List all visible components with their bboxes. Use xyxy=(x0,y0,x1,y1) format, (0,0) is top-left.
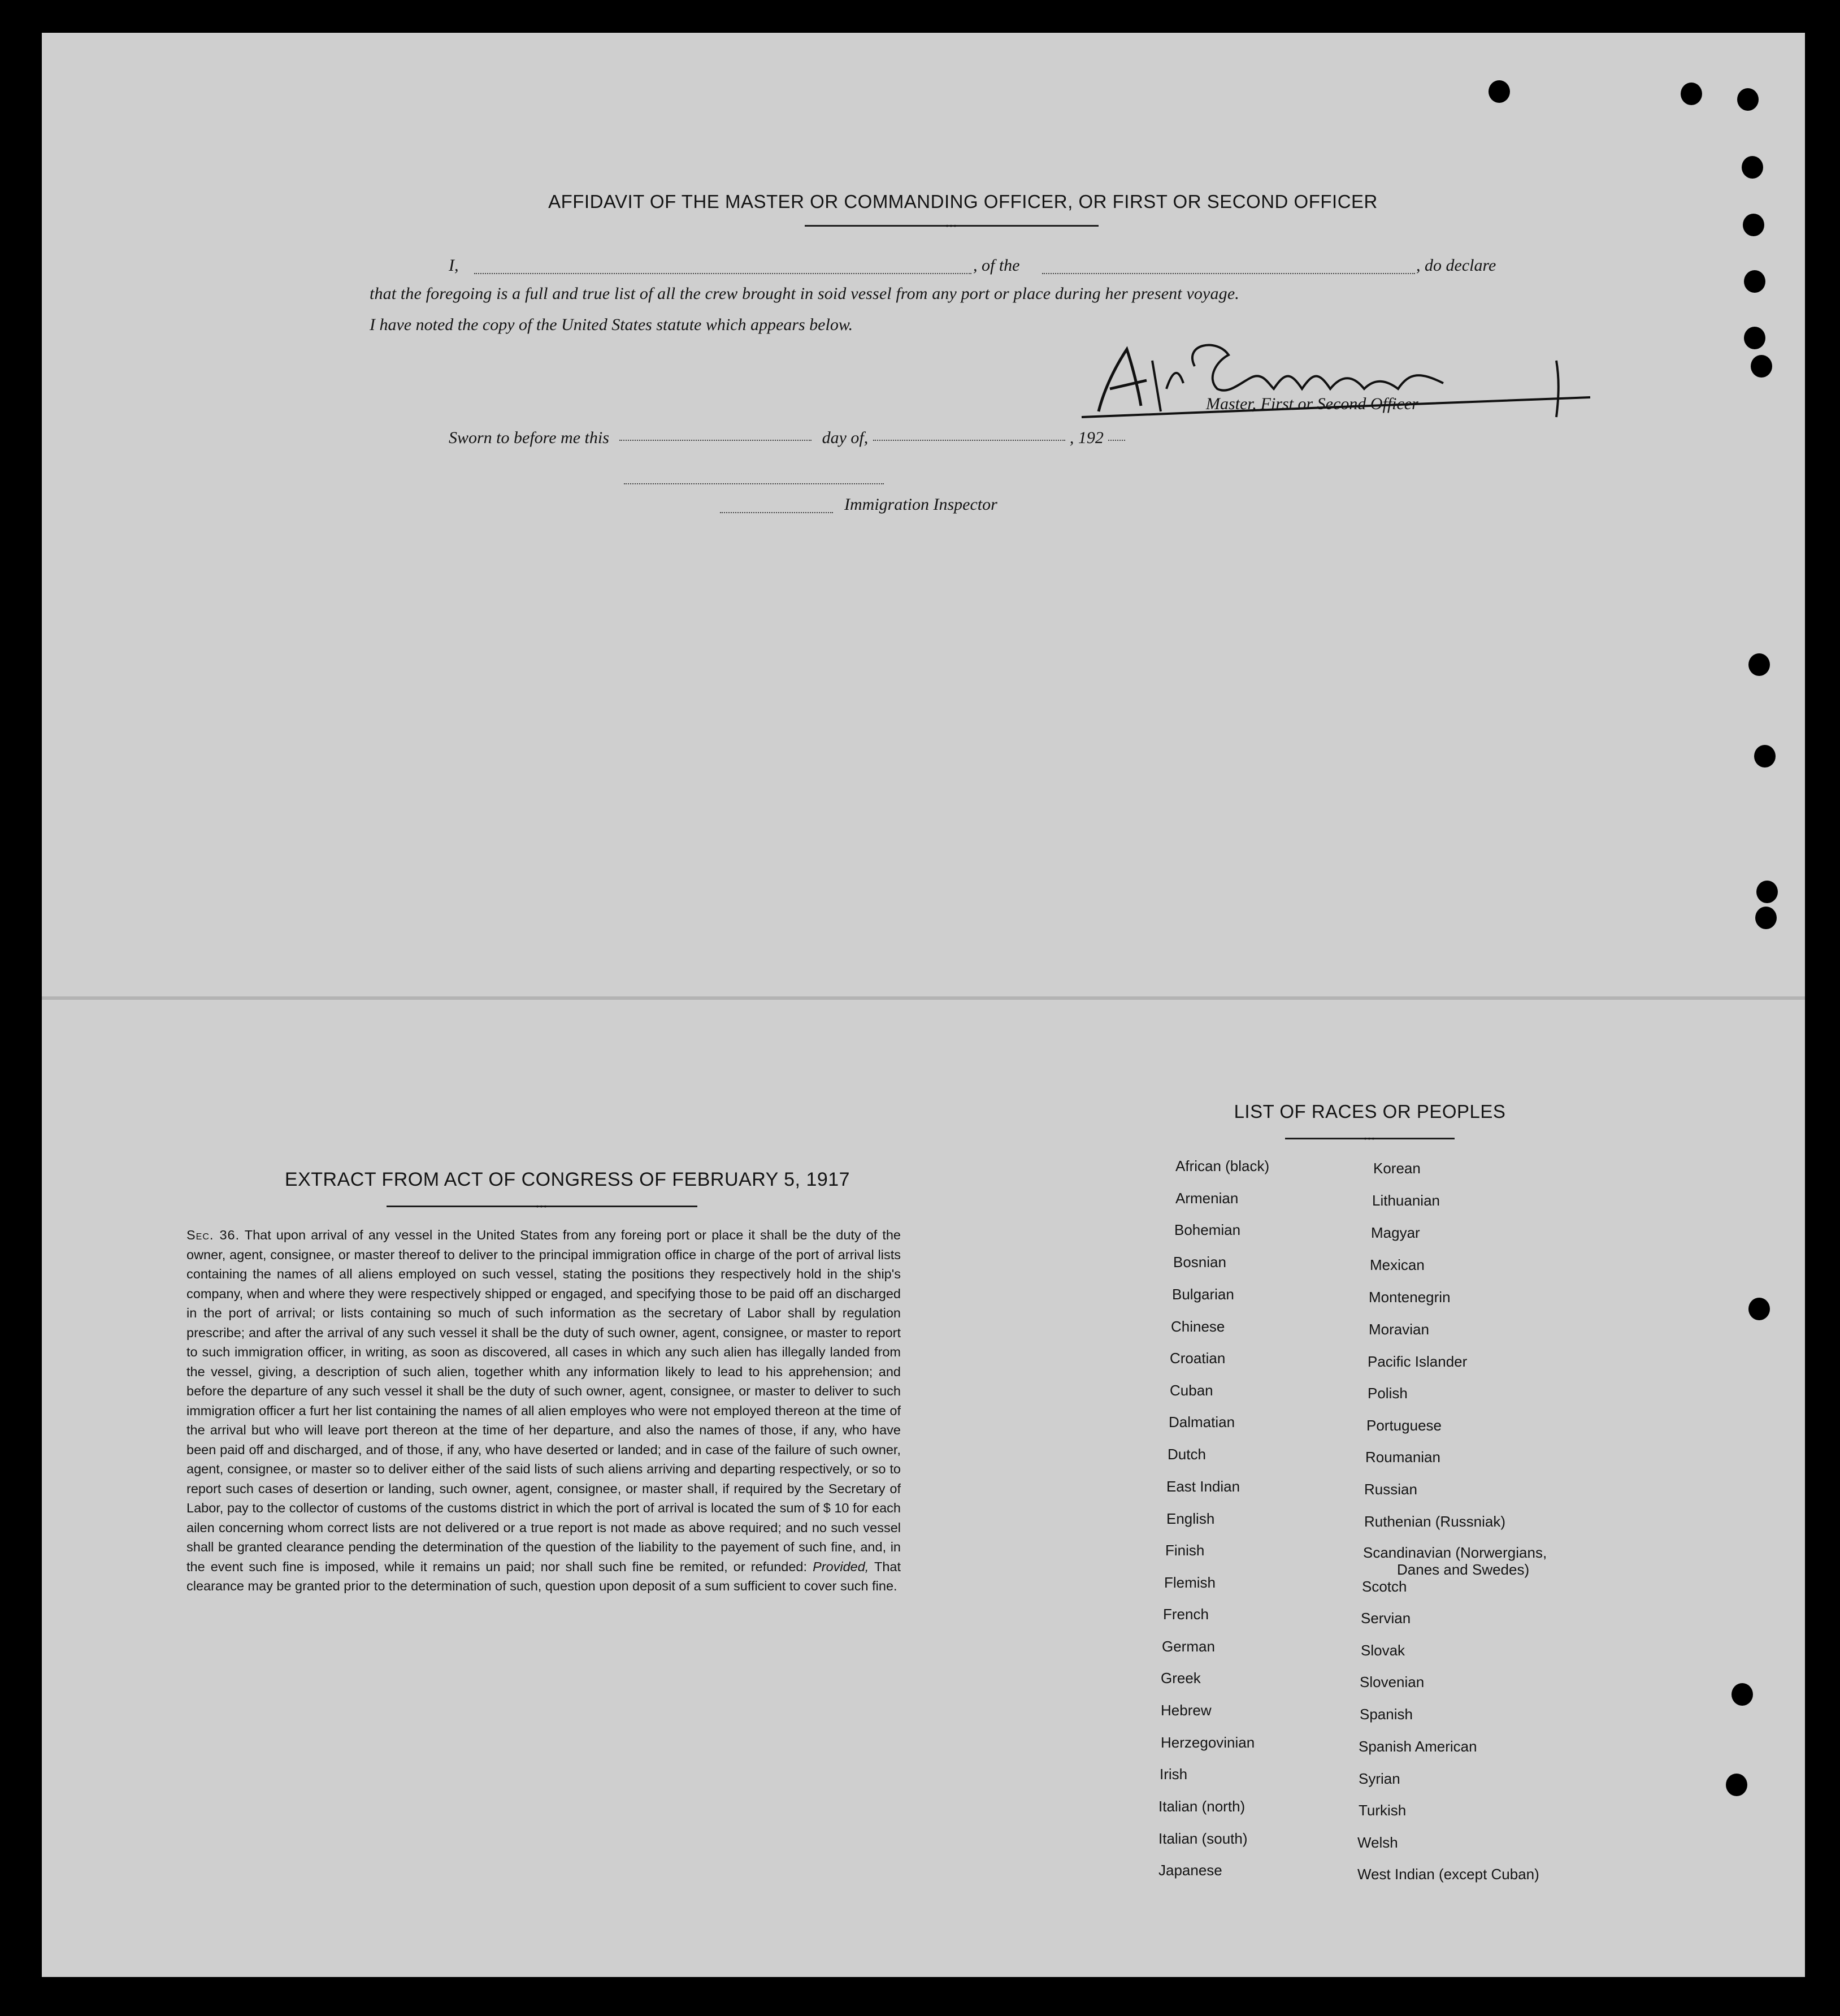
race-item: Ruthenian (Russniak) xyxy=(1364,1513,1506,1530)
races-title: LIST OF RACES OR PEOPLES xyxy=(1234,1101,1506,1122)
fold-crease xyxy=(42,996,1805,1000)
race-item: Scandinavian (Norwergians, xyxy=(1363,1544,1547,1561)
race-item: Armenian xyxy=(1175,1190,1239,1207)
sworn-year: , 192 xyxy=(1069,428,1104,447)
inspector-label: Immigration Inspector xyxy=(844,495,997,514)
race-item: Slovenian xyxy=(1360,1674,1425,1690)
race-item: Polish xyxy=(1368,1385,1408,1402)
race-item: Welsh xyxy=(1357,1834,1398,1851)
punch-hole xyxy=(1755,907,1777,929)
race-item: Lithuanian xyxy=(1372,1192,1440,1209)
affidavit-title-rule xyxy=(805,221,1099,230)
section-number: Sec. 36. xyxy=(186,1228,240,1242)
sworn-day-of: day of, xyxy=(822,428,869,447)
race-item: Bosnian xyxy=(1173,1254,1226,1271)
race-item: Bohemian xyxy=(1174,1221,1241,1238)
name-blank[interactable] xyxy=(474,273,971,274)
inspector-signature-blank[interactable] xyxy=(624,483,884,484)
ornament-dots: ••• xyxy=(1364,1134,1376,1143)
punch-hole xyxy=(1756,881,1778,903)
race-item: East Indian xyxy=(1166,1478,1240,1495)
race-item: Korean xyxy=(1373,1160,1421,1177)
races-title-rule xyxy=(1285,1134,1455,1143)
race-item: Hebrew xyxy=(1161,1702,1212,1719)
affidavit-line-3: I have noted the copy of the United States statute which appears below. xyxy=(370,315,853,334)
punch-hole xyxy=(1731,1683,1753,1706)
punch-hole xyxy=(1744,270,1765,293)
race-item: Italian (north) xyxy=(1158,1798,1246,1815)
race-item: Servian xyxy=(1361,1610,1411,1627)
sworn-line xyxy=(449,428,1125,448)
ornament-dots: ••• xyxy=(945,221,958,230)
punch-hole xyxy=(1754,745,1776,768)
race-item: Turkish xyxy=(1359,1802,1407,1819)
extract-paragraph-end: That clearance may be granted prior to the determination of such, question upon deposit of a sum sufficient to cover such fine. xyxy=(186,1559,901,1593)
race-item: Cuban xyxy=(1170,1382,1213,1399)
day-blank[interactable] xyxy=(619,440,811,441)
affidavit-line-1-i: I, xyxy=(449,256,459,275)
race-item: Danes and Swedes) xyxy=(1397,1561,1530,1578)
race-item: Italian (south) xyxy=(1158,1830,1248,1847)
race-item: Spanish American xyxy=(1359,1738,1477,1755)
punch-hole xyxy=(1748,653,1770,676)
race-item: Portuguese xyxy=(1366,1417,1442,1434)
race-item: Magyar xyxy=(1371,1224,1420,1241)
punch-hole xyxy=(1489,80,1510,103)
race-item: Moravian xyxy=(1369,1321,1429,1338)
race-item: Flemish xyxy=(1164,1574,1216,1591)
punch-hole xyxy=(1744,327,1765,349)
punch-hole xyxy=(1737,88,1759,111)
punch-hole xyxy=(1681,83,1702,105)
race-item: Japanese xyxy=(1158,1862,1222,1879)
race-item: Chinese xyxy=(1171,1318,1225,1335)
race-item: African (black) xyxy=(1175,1157,1270,1174)
race-item: Irish xyxy=(1160,1766,1188,1783)
sworn-prefix: Sworn to before me this xyxy=(449,428,609,447)
race-item: Scotch xyxy=(1362,1578,1407,1595)
manifest-page xyxy=(42,33,1805,1977)
race-item: Spanish xyxy=(1360,1706,1413,1723)
month-blank[interactable] xyxy=(873,440,1065,441)
race-item: Mexican xyxy=(1370,1256,1425,1273)
race-item: English xyxy=(1166,1510,1215,1527)
race-item: Russian xyxy=(1364,1481,1417,1498)
inspector-sub-blank[interactable] xyxy=(720,512,833,513)
ornament-dots: ••• xyxy=(536,1202,548,1211)
provided-word: Provided, xyxy=(813,1559,869,1574)
extract-paragraph: That upon arrival of any vessel in the United States from any foreing port or place it shall be the duty of the owner, agent, consignee, or master thereof to deliver to the principal immigration office in charge of the port of arrival lists containing the names of all aliens employed on such vessel, stating the positions they respectively hold in the ship's company, when and where they were respectively shipped or engaged, and specifying those to be paid off an discharged in the port of arrival; or lists containing so much of such information as the secretary of Labor shall by regulation prescribe; and after the arrival of any such vessel it shall be the duty of such owner, agent, consignee, or master to report to such immigration officer, in writing, as soon as discovered, all cases in which any such alien has illegally landed from the vessel, giving, a description of such alien, together whith any information likely to lead to his apprehension; and before the departure of any such vessel it shall be the duty of such owner, agent, consignee, or master to deliver to such immigration officer a furt her list containing the names of all alien employes who were not employed thereon at the time of the arrival but who will leave port thereon at the time of her departure, and also the names of those, if any, who have been paid off and discharged, and of those, if any, who have deserted or landed; and in case of the failure of such owner, agent, consignee, or master so to deliver either of the said lists of such aliens arriving and departing respectively, or so to report such cases of desertion or landing, such owner, agent, consignee, or master shall, if required by the Secretary of Labor, pay to the collector of customs of the customs district in which the port of arrival is located the sum of $ 10 for each ailen concerning whom correct lists are not delivered or a true report is not made as above required; and no such vessel shall be granted clearance pending the determination of the question of the liability to the payement of such fine, and, in the event such fine is imposed, while it remains un paid; nor shall such fine be remited, or refunded: xyxy=(186,1228,901,1574)
race-item: German xyxy=(1162,1638,1215,1655)
race-item: Bulgarian xyxy=(1172,1286,1234,1303)
race-item: Dutch xyxy=(1168,1446,1206,1463)
race-item: Syrian xyxy=(1359,1770,1400,1787)
race-item: Pacific Islander xyxy=(1368,1353,1468,1370)
race-item: Herzegovinian xyxy=(1161,1734,1255,1751)
race-item: Greek xyxy=(1161,1670,1201,1686)
punch-hole xyxy=(1742,156,1763,179)
affidavit-line-1-of-the: , of the xyxy=(973,256,1020,275)
punch-hole xyxy=(1726,1774,1747,1796)
race-item: Slovak xyxy=(1361,1642,1405,1659)
affidavit-title: AFFIDAVIT OF THE MASTER OR COMMANDING OFFICER, OR FIRST OR SECOND OFFICER xyxy=(548,191,1378,212)
race-item: Croatian xyxy=(1170,1350,1226,1367)
race-item: French xyxy=(1163,1606,1209,1623)
race-item: West Indian (except Cuban) xyxy=(1357,1866,1539,1883)
extract-title: EXTRACT FROM ACT OF CONGRESS OF FEBRUARY 5, 1917 xyxy=(284,1169,850,1190)
vessel-blank[interactable] xyxy=(1042,273,1415,274)
extract-title-rule xyxy=(387,1202,697,1211)
punch-hole xyxy=(1743,214,1764,236)
race-item: Dalmatian xyxy=(1169,1414,1235,1430)
race-item: Roumanian xyxy=(1365,1449,1440,1466)
year-blank[interactable] xyxy=(1108,440,1125,441)
punch-hole xyxy=(1748,1298,1770,1320)
affidavit-line-1-declare: , do declare xyxy=(1416,256,1496,275)
punch-hole xyxy=(1751,355,1772,378)
race-item: Montenegrin xyxy=(1369,1289,1451,1306)
affidavit-line-2: that the foregoing is a full and true list of all the crew brought in soid vessel from any port or place during her present voyage. xyxy=(370,284,1239,303)
signature-label: Master, First or Second Officer xyxy=(1206,394,1418,413)
race-item: Finish xyxy=(1165,1542,1205,1559)
extract-text xyxy=(186,1225,901,1596)
